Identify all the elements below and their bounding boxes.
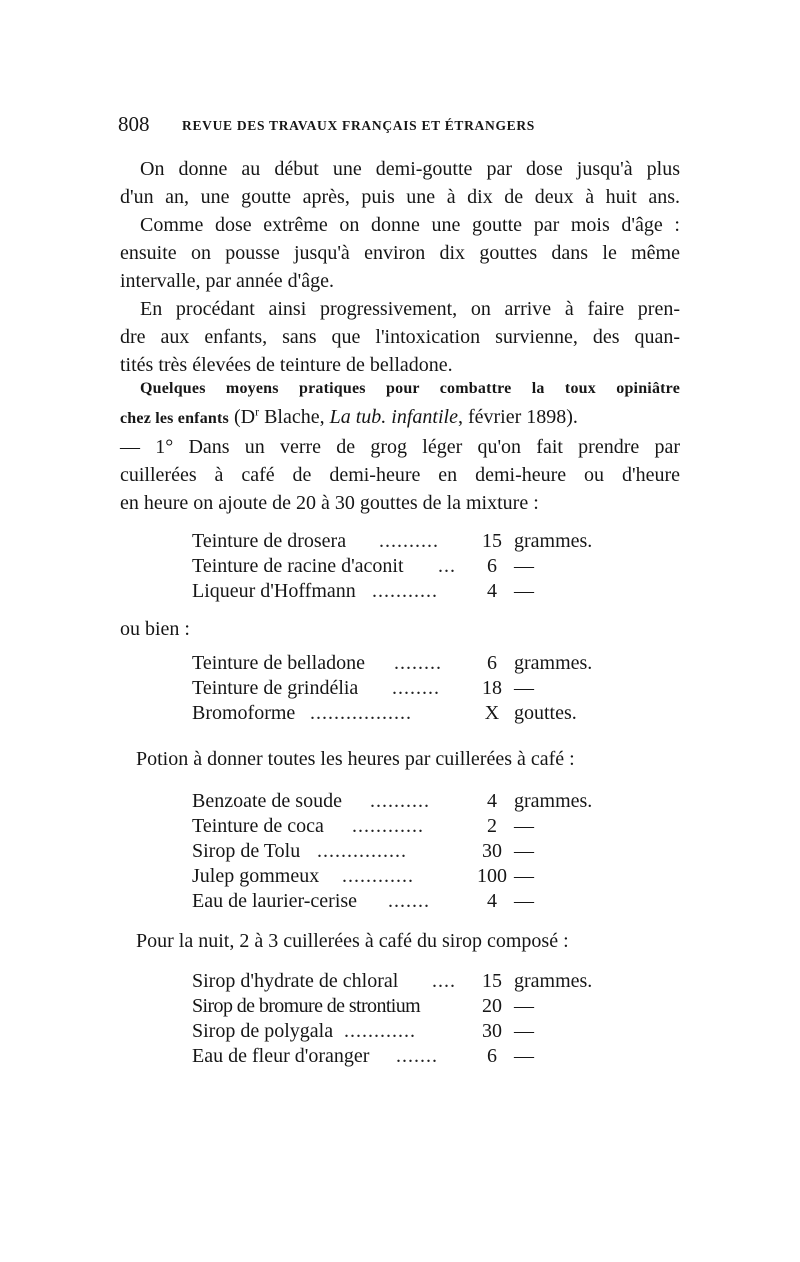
- formula-syrup: [192, 970, 632, 1070]
- page-number: 808: [118, 112, 150, 136]
- ingredient-name: Liqueur d'Hoffmann: [192, 580, 356, 602]
- leader-dots: .................: [310, 702, 412, 724]
- text-line: intervalle, par année d'âge.: [120, 270, 335, 292]
- formula-row: [192, 815, 632, 840]
- ingredient-unit: —: [514, 555, 534, 577]
- ingredient-quantity: 15: [482, 530, 502, 552]
- leader-dots: .......: [388, 890, 430, 912]
- text-line: cuillerées à café de demi-heure en demi-heure ou d'heure: [120, 464, 680, 486]
- leader-dots: ............: [344, 1020, 416, 1042]
- ingredient-name: Teinture de belladone: [192, 652, 365, 674]
- section-heading-end: chez les enfants: [120, 410, 229, 427]
- ingredient-quantity: 6: [487, 652, 497, 674]
- ingredient-name: Sirop de bromure de strontium: [192, 995, 421, 1017]
- ingredient-unit: grammes.: [514, 790, 593, 812]
- citation-open: (D: [228, 406, 256, 428]
- leader-dots: ........: [394, 652, 442, 674]
- formula-alternative: [192, 652, 632, 727]
- section-paragraph: [120, 375, 680, 517]
- text-line: On donne au début une demi-goutte par dose jusqu'à plus: [140, 158, 680, 180]
- text-line: — 1° Dans un verre de grog léger qu'on fait prendre par: [120, 436, 680, 458]
- ingredient-name: Sirop de polygala: [192, 1020, 334, 1042]
- ingredient-quantity: 2: [487, 815, 497, 837]
- leader-dots: ............: [342, 865, 414, 887]
- ingredient-quantity: 15: [482, 970, 502, 992]
- text-line: d'un an, une goutte après, puis une à dix de deux à huit ans.: [120, 186, 680, 208]
- leader-dots: ............: [352, 815, 424, 837]
- ingredient-quantity: 4: [487, 790, 497, 812]
- ingredient-name: Bromoforme: [192, 702, 296, 724]
- text-line: En procédant ainsi progressivement, on arrive à faire pren-: [140, 298, 680, 320]
- leader-dots: ..........: [370, 790, 430, 812]
- formula-row: [192, 580, 632, 605]
- ingredient-unit: —: [514, 1020, 534, 1042]
- text-line: Comme dose extrême on donne une goutte par mois d'âge :: [140, 214, 680, 236]
- ingredient-name: Eau de laurier-cerise: [192, 890, 358, 912]
- ingredient-unit: —: [514, 865, 534, 887]
- formula-potion: [192, 790, 632, 915]
- formula-mixture: [192, 530, 632, 605]
- section-heading-line2: [120, 403, 680, 433]
- formula-row: [192, 865, 632, 890]
- text-line: dre aux enfants, sans que l'intoxication survienne, des quan-: [120, 326, 680, 348]
- formula-row: [192, 652, 632, 677]
- ingredient-quantity: 30: [482, 840, 502, 862]
- leader-dots: ...: [438, 555, 456, 577]
- citation-date: , février 1898).: [457, 406, 578, 428]
- citation-journal: La tub. infantile: [329, 406, 458, 428]
- ingredient-name: Sirop d'hydrate de chloral: [192, 970, 399, 992]
- ingredient-quantity: 4: [487, 890, 497, 912]
- ingredient-name: Teinture de grindélia: [192, 677, 359, 699]
- text-line: en heure on ajoute de 20 à 30 gouttes de la mixture :: [120, 492, 539, 514]
- ingredient-quantity: X: [484, 702, 500, 724]
- leader-dots: ........: [392, 677, 440, 699]
- ingredient-unit: —: [514, 580, 534, 602]
- potion-instruction: Potion à donner toutes les heures par cuillerées à café :: [136, 748, 575, 770]
- night-instruction: Pour la nuit, 2 à 3 cuillerées à café du sirop composé :: [136, 930, 569, 952]
- formula-row: [192, 840, 632, 865]
- formula-row: [192, 1020, 632, 1045]
- leader-dots: ..........: [379, 530, 439, 552]
- ingredient-unit: grammes.: [514, 970, 593, 992]
- ingredient-name: Julep gommeux: [192, 865, 320, 887]
- ingredient-quantity: 20: [482, 995, 502, 1017]
- citation-sup: r: [255, 404, 260, 419]
- ingredient-name: Teinture de coca: [192, 815, 324, 837]
- text-line: ensuite on pousse jusqu'à environ dix gouttes dans le même: [120, 242, 680, 264]
- ingredient-name: Teinture de drosera: [192, 530, 347, 552]
- ingredient-name: Sirop de Tolu: [192, 840, 301, 862]
- formula-row: [192, 555, 632, 580]
- ingredient-unit: grammes.: [514, 530, 593, 552]
- ingredient-unit: —: [514, 840, 534, 862]
- ingredient-unit: —: [514, 995, 534, 1017]
- leader-dots: ....: [432, 970, 456, 992]
- ou-bien-text: ou bien :: [120, 618, 190, 640]
- ingredient-quantity: 4: [487, 580, 497, 602]
- leader-dots: ...............: [317, 840, 407, 862]
- ingredient-name: Teinture de racine d'aconit: [192, 555, 404, 577]
- ingredient-quantity: 30: [482, 1020, 502, 1042]
- ingredient-unit: —: [514, 1045, 534, 1067]
- section-heading: Quelques moyens pratiques pour combattre la toux opiniâtre: [140, 380, 680, 397]
- ingredient-unit: grammes.: [514, 652, 593, 674]
- ingredient-unit: gouttes.: [514, 702, 577, 724]
- formula-row: [192, 790, 632, 815]
- leader-dots: ...........: [372, 580, 438, 602]
- formula-row: [192, 970, 632, 995]
- text-line: tités très élevées de teinture de belladone.: [120, 354, 453, 376]
- formula-row: [192, 890, 632, 915]
- ingredient-name: Benzoate de soude: [192, 790, 342, 812]
- ingredient-unit: —: [514, 890, 534, 912]
- page-header: [118, 112, 618, 142]
- formula-row: [192, 1045, 632, 1070]
- ingredient-unit: —: [514, 677, 534, 699]
- intro-paragraph: [120, 155, 680, 379]
- ingredient-quantity: 100: [477, 865, 507, 887]
- ingredient-quantity: 6: [487, 555, 497, 577]
- formula-row: [192, 995, 632, 1020]
- ingredient-quantity: 6: [487, 1045, 497, 1067]
- citation-author: Blache,: [259, 406, 330, 428]
- formula-row: [192, 530, 632, 555]
- running-title: REVUE DES TRAVAUX FRANÇAIS ET ÉTRANGERS: [182, 118, 536, 133]
- leader-dots: .......: [396, 1045, 438, 1067]
- formula-row: [192, 677, 632, 702]
- formula-row: [192, 702, 632, 727]
- ingredient-name: Eau de fleur d'oranger: [192, 1045, 370, 1067]
- ingredient-quantity: 18: [482, 677, 502, 699]
- ingredient-unit: —: [514, 815, 534, 837]
